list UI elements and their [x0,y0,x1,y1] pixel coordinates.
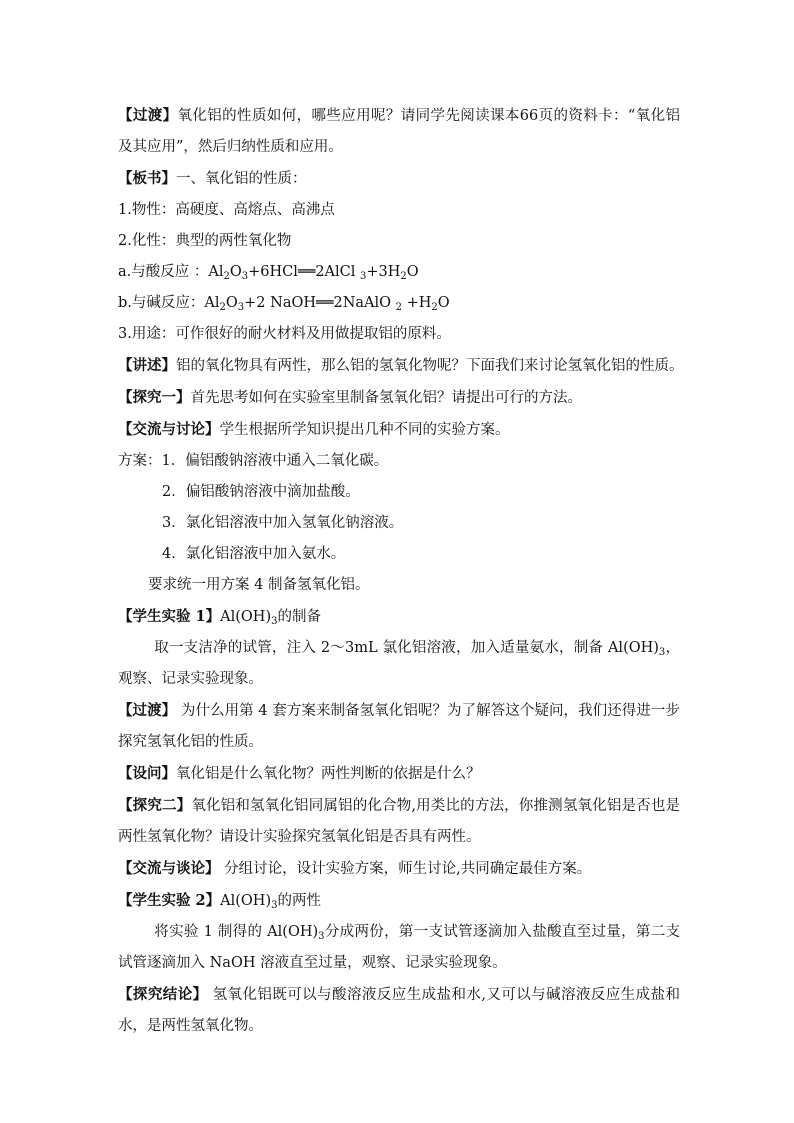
experiment-1-procedure: 取一支洁净的试管，注入 2～3mL 氯化铝溶液，加入适量氨水，制备 $Al(OH)_3$，观察、记录实验现象。 [118,640,681,687]
tag-conclusion: 【探究结论】 [118,986,208,1003]
tag-narration: 【讲述】 [118,357,176,374]
chemical-properties: 2.化性：典型的两性氧化物 [118,233,292,249]
tag-transition: 【过渡】 [118,107,178,124]
base-label: b.与碱反应： [118,295,205,311]
inquiry-1-text: 首先思考如何在实验室里制备氢氧化铝？请提出可行的方法。 [190,390,582,406]
paragraph-inquiry-2 [118,790,680,853]
tag-inquiry-2: 【探究二】 [118,797,192,814]
transition-2-text: 为什么用第 4 套方案来制备氢氧化铝呢？为了解答这个疑问，我们还得进一步探究氢氧化铝的性质。 [118,703,680,750]
paragraph-inquiry-1 [118,382,680,414]
plan-2: 2．偏铝酸钠溶液中滴加盐酸。 [162,484,360,500]
plan-4: 4．氯化铝溶液中加入氨水。 [162,546,346,562]
paragraph-transition-1 [118,100,680,163]
tag-transition-2: 【过渡】 [118,702,177,719]
base-formula: $Al_2O_3+2$ NaOH══2NaAlO $_2 +H_2O$ [204,295,450,313]
document-page [118,100,684,1042]
base-reaction-equation [118,288,680,319]
paragraph-narration [118,350,684,382]
tag-discussion-2: 【交流与谈论】 [118,860,220,877]
paragraph-transition-2 [118,695,680,758]
tag-experiment-1: 【学生实验 1】 [118,608,221,625]
acid-formula: $Al_2O_3+6HCl══2AlCl$ $_3+3H_2O$ [208,264,419,282]
physical-properties: 1.物性：高硬度、高熔点、高沸点 [118,202,335,218]
conclusion-text: 氢氧化铝既可以与酸溶液反应生成盐和水,又可以与碱溶液反应生成盐和水，是两性氢氧化物。 [118,987,681,1034]
uses: 3.用途：可作很好的耐火材料及用做提取铝的原料。 [118,326,451,342]
paragraph-question [118,758,680,790]
tag-discussion-1: 【交流与讨论】 [118,421,220,438]
experiment-2-procedure: 将实验 1 制得的 $Al(OH)_3$分成两份，第一支试管逐滴加入盐酸直至过量，第二支试管逐滴加入 NaOH 溶液直至过量，观察、记录实验现象。 [118,924,681,971]
acid-reaction-equation [118,257,680,288]
discussion-2-text: 分组讨论，设计实验方案，师生讨论,共同确定最佳方案。 [219,861,592,877]
discussion-1-text: 学生根据所学知识提出几种不同的实验方案。 [219,422,510,438]
tag-board: 【板书】 [118,170,176,187]
requirement: 要求统一用方案 4 制备氢氧化铝。 [148,577,370,593]
acid-label: a.与酸反应 ： [118,264,209,280]
plan-1: 方案：1．偏铝酸钠溶液中通入二氧化碳。 [118,453,389,469]
plan-3: 3．氯化铝溶液中加入氢氧化钠溶液。 [162,515,404,531]
paragraph-conclusion [118,979,680,1042]
board-text: 一、氧化铝的性质： [176,171,307,187]
paragraph-experiment-1: 【学生实验 1】$Al(OH)_3$的制备 [118,608,321,627]
tag-experiment-2: 【学生实验 2】 [118,892,221,909]
question-text: 氧化铝是什么氧化物？两性判断的依据是什么？ [176,766,481,782]
paragraph-discussion-1 [118,414,680,446]
paragraph-discussion-2 [118,853,680,885]
narration-text: 铝的氧化物具有两性，那么铝的氢氧化物呢？下面我们来讨论氢氧化铝的性质。 [176,358,684,374]
paragraph-board [118,163,680,195]
paragraph-experiment-2: 【学生实验 2】$Al(OH)_3$的两性 [118,892,321,911]
inquiry-2-text: 氧化铝和氢氧化铝同属铝的化合物,用类比的方法，你推测氢氧化铝是否也是两性氢氧化物？请设计实验探究氢氧化铝是否具有两性。 [118,798,680,845]
transition-text: 氧化铝的性质如何，哪些应用呢？请同学先阅读课本66页的资料卡：“氧化铝及其应用”，然后归纳性质和应用。 [118,108,680,155]
tag-inquiry-1: 【探究一】 [118,389,191,406]
tag-question: 【设问】 [118,765,176,782]
